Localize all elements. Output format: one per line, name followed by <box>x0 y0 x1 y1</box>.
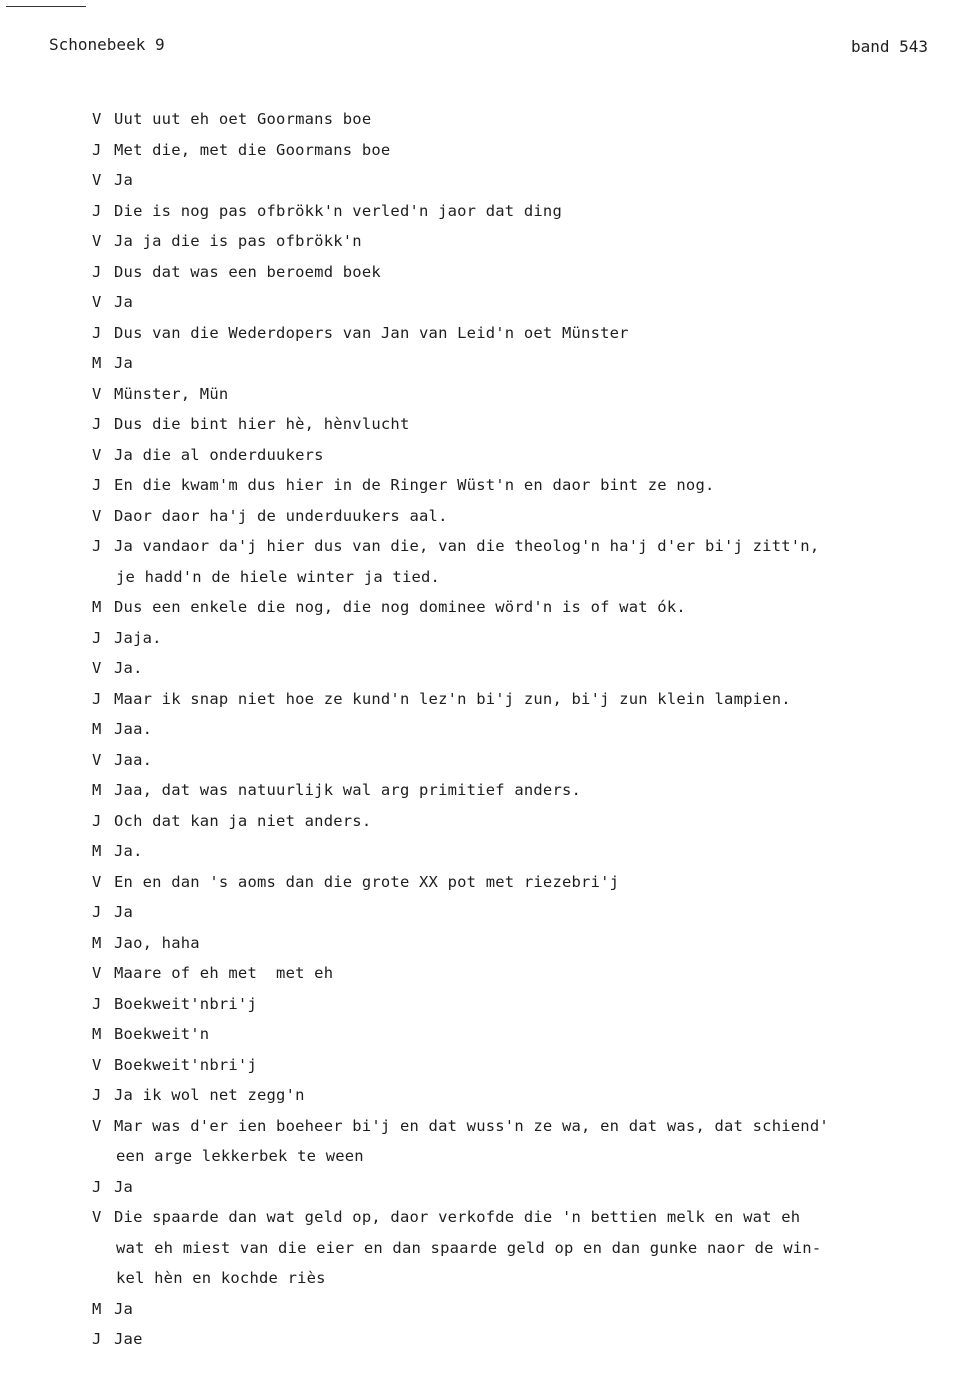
transcript-line <box>92 1324 912 1355</box>
utterance-text <box>114 684 904 715</box>
utterance-line: Ja die al onderduukers <box>114 445 324 464</box>
speaker-label: M <box>92 1025 102 1043</box>
utterance-text <box>114 135 904 166</box>
speaker-label: J <box>92 1086 102 1104</box>
transcript-line <box>92 379 912 410</box>
utterance-line: Mar was d'er ien boeheer bi'j en dat wuss'n ze wa, en dat was, dat schiend' <box>114 1116 829 1135</box>
utterance-line: Boekweit'nbri'j <box>114 994 257 1013</box>
utterance-line: Ja vandaor da'j hier dus van die, van die theolog'n ha'j d'er bi'j zitt'n, <box>114 537 820 555</box>
speaker-label: V <box>92 232 102 250</box>
utterance-line: Ja. <box>114 842 143 860</box>
transcript-line <box>92 470 912 501</box>
utterance-continuation: een arge lekkerbek te ween <box>116 1147 364 1165</box>
utterance-text <box>114 653 904 684</box>
transcript-line <box>92 196 912 227</box>
transcript-line <box>92 531 912 592</box>
transcript-line <box>92 684 912 715</box>
utterance-text <box>114 897 904 928</box>
speaker-label: V <box>92 293 102 311</box>
utterance-line: Dus van die Wederdopers van Jan van Leid'n oet Münster <box>114 323 629 342</box>
utterance-continuation: wat eh miest van die eier en dan spaarde geld op en dan gunke naor de win- <box>116 1238 822 1257</box>
utterance-line: Münster, Mün <box>114 384 229 403</box>
utterance-continuation: kel hèn en kochde riès <box>116 1269 326 1287</box>
utterance-line: Ja <box>114 1299 134 1318</box>
utterance-line: Ja <box>114 293 134 311</box>
utterance-line: Ja <box>114 354 134 372</box>
transcript-line <box>92 1202 912 1294</box>
transcript-line <box>92 806 912 837</box>
speaker-label: J <box>92 140 102 159</box>
transcript-line <box>92 897 912 928</box>
speaker-label: V <box>92 1055 102 1074</box>
utterance-text <box>114 1019 904 1050</box>
utterance-text <box>114 104 904 135</box>
utterance-line: Jao, haha <box>114 933 200 952</box>
utterance-line: Och dat kan ja niet anders. <box>114 811 372 830</box>
speaker-label: J <box>92 201 102 220</box>
speaker-label: M <box>92 842 102 860</box>
utterance-line: Dus een enkele die nog, die nog dominee wörd'n is of wat ók. <box>114 598 686 616</box>
utterance-line: Jae <box>114 1330 143 1348</box>
document-title: Schonebeek 9 <box>49 35 165 54</box>
transcript-line <box>92 989 912 1020</box>
utterance-line: Jaa. <box>114 750 153 769</box>
speaker-label: V <box>92 506 102 525</box>
utterance-continuation: je hadd'n de hiele winter ja tied. <box>116 567 441 586</box>
transcript-line <box>92 257 912 288</box>
utterance-text <box>114 409 904 440</box>
utterance-line: Ja <box>114 1177 134 1196</box>
speaker-label: J <box>92 415 102 433</box>
utterance-line: Ja <box>114 903 134 921</box>
speaker-label: V <box>92 171 102 189</box>
transcript-line <box>92 1080 912 1111</box>
speaker-label: J <box>92 537 102 555</box>
utterance-text <box>114 958 904 989</box>
transcript-line <box>92 165 912 196</box>
top-rule <box>6 6 86 7</box>
page-number: band 543 <box>850 37 928 56</box>
transcript-line <box>92 1019 912 1050</box>
utterance-line: Jaja. <box>114 628 162 647</box>
utterance-text <box>114 989 904 1020</box>
utterance-text <box>114 928 904 959</box>
utterance-text <box>114 592 904 623</box>
transcript-line <box>92 287 912 318</box>
utterance-text <box>114 470 904 501</box>
utterance-text <box>114 287 904 318</box>
utterance-line: Maar ik snap niet hoe ze kund'n lez'n bi'j zun, bi'j zun klein lampien. <box>114 689 791 708</box>
speaker-label: V <box>92 750 102 769</box>
speaker-label: J <box>92 323 102 342</box>
transcript-line <box>92 958 912 989</box>
utterance-line: Jaa, dat was natuurlijk wal arg primitief anders. <box>114 781 582 799</box>
utterance-text <box>114 440 904 471</box>
utterance-text <box>114 196 904 227</box>
speaker-label: J <box>92 628 102 647</box>
transcript-line <box>92 1050 912 1081</box>
speaker-label: M <box>92 933 102 952</box>
transcript-line <box>92 1172 912 1203</box>
utterance-text <box>114 745 904 776</box>
transcript-line <box>92 318 912 349</box>
utterance-text <box>114 531 904 592</box>
transcript <box>92 104 912 1355</box>
speaker-label: J <box>92 1330 102 1348</box>
speaker-label: V <box>92 659 102 677</box>
speaker-label: J <box>92 1177 102 1196</box>
utterance-text <box>114 318 904 349</box>
transcript-line <box>92 135 912 166</box>
transcript-line <box>92 745 912 776</box>
speaker-label: M <box>92 598 102 616</box>
utterance-text <box>114 165 904 196</box>
speaker-label: J <box>92 994 102 1013</box>
speaker-label: J <box>92 262 102 281</box>
utterance-line: Ja ja die is pas ofbrökk'n <box>114 232 362 250</box>
speaker-label: M <box>92 720 102 738</box>
speaker-label: J <box>92 476 102 494</box>
utterance-text <box>114 501 904 532</box>
transcript-line <box>92 1294 912 1325</box>
utterance-line: En die kwam'm dus hier in de Ringer Wüst'n en daor bint ze nog. <box>114 476 715 494</box>
utterance-text <box>114 1111 904 1172</box>
speaker-label: V <box>92 1208 102 1226</box>
speaker-label: V <box>92 445 102 464</box>
utterance-line: En en dan 's aoms dan die grote XX pot met riezebri'j <box>114 872 620 891</box>
speaker-label: M <box>92 781 102 799</box>
utterance-text <box>114 379 904 410</box>
utterance-line: Maare of eh met met eh <box>114 964 334 982</box>
utterance-line: Ja ik wol net zegg'n <box>114 1086 305 1104</box>
transcript-line <box>92 501 912 532</box>
transcript-line <box>92 348 912 379</box>
transcript-line <box>92 928 912 959</box>
utterance-text <box>114 867 904 898</box>
transcript-line <box>92 104 912 135</box>
speaker-label: V <box>92 872 102 891</box>
utterance-line: Met die, met die Goormans boe <box>114 140 391 159</box>
speaker-label: M <box>92 354 102 372</box>
speaker-label: M <box>92 1299 102 1318</box>
utterance-line: Boekweit'n <box>114 1025 210 1043</box>
utterance-text <box>114 1294 904 1325</box>
transcript-line <box>92 226 912 257</box>
transcript-line <box>92 836 912 867</box>
utterance-line: Boekweit'nbri'j <box>114 1055 257 1074</box>
utterance-line: Die is nog pas ofbrökk'n verled'n jaor dat ding <box>114 201 562 220</box>
transcript-line <box>92 867 912 898</box>
transcript-line <box>92 714 912 745</box>
transcript-line <box>92 440 912 471</box>
utterance-text <box>114 775 904 806</box>
speaker-label: V <box>92 110 102 128</box>
utterance-text <box>114 1172 904 1203</box>
transcript-line <box>92 653 912 684</box>
utterance-text <box>114 257 904 288</box>
transcript-line <box>92 623 912 654</box>
speaker-label: J <box>92 903 102 921</box>
utterance-text <box>114 348 904 379</box>
speaker-label: V <box>92 384 102 403</box>
transcript-line <box>92 775 912 806</box>
utterance-text <box>114 1080 904 1111</box>
utterance-line: Daor daor ha'j de underduukers aal. <box>114 506 448 525</box>
utterance-line: Uut uut eh oet Goormans boe <box>114 110 372 128</box>
utterance-text <box>114 1202 904 1294</box>
transcript-line <box>92 1111 912 1172</box>
transcript-line <box>92 409 912 440</box>
utterance-line: Die spaarde dan wat geld op, daor verkofde die 'n bettien melk en wat eh <box>114 1208 801 1226</box>
speaker-label: V <box>92 964 102 982</box>
utterance-text <box>114 714 904 745</box>
utterance-text <box>114 1050 904 1081</box>
utterance-text <box>114 226 904 257</box>
utterance-line: Jaa. <box>114 720 153 738</box>
utterance-text <box>114 623 904 654</box>
utterance-text <box>114 836 904 867</box>
utterance-line: Ja. <box>114 659 143 677</box>
utterance-line: Ja <box>114 171 134 189</box>
transcript-line <box>92 592 912 623</box>
utterance-line: Dus die bint hier hè, hènvlucht <box>114 415 410 433</box>
speaker-label: V <box>92 1116 102 1135</box>
speaker-label: J <box>92 689 102 708</box>
utterance-line: Dus dat was een beroemd boek <box>114 262 381 281</box>
speaker-label: J <box>92 811 102 830</box>
utterance-text <box>114 806 904 837</box>
utterance-text <box>114 1324 904 1355</box>
